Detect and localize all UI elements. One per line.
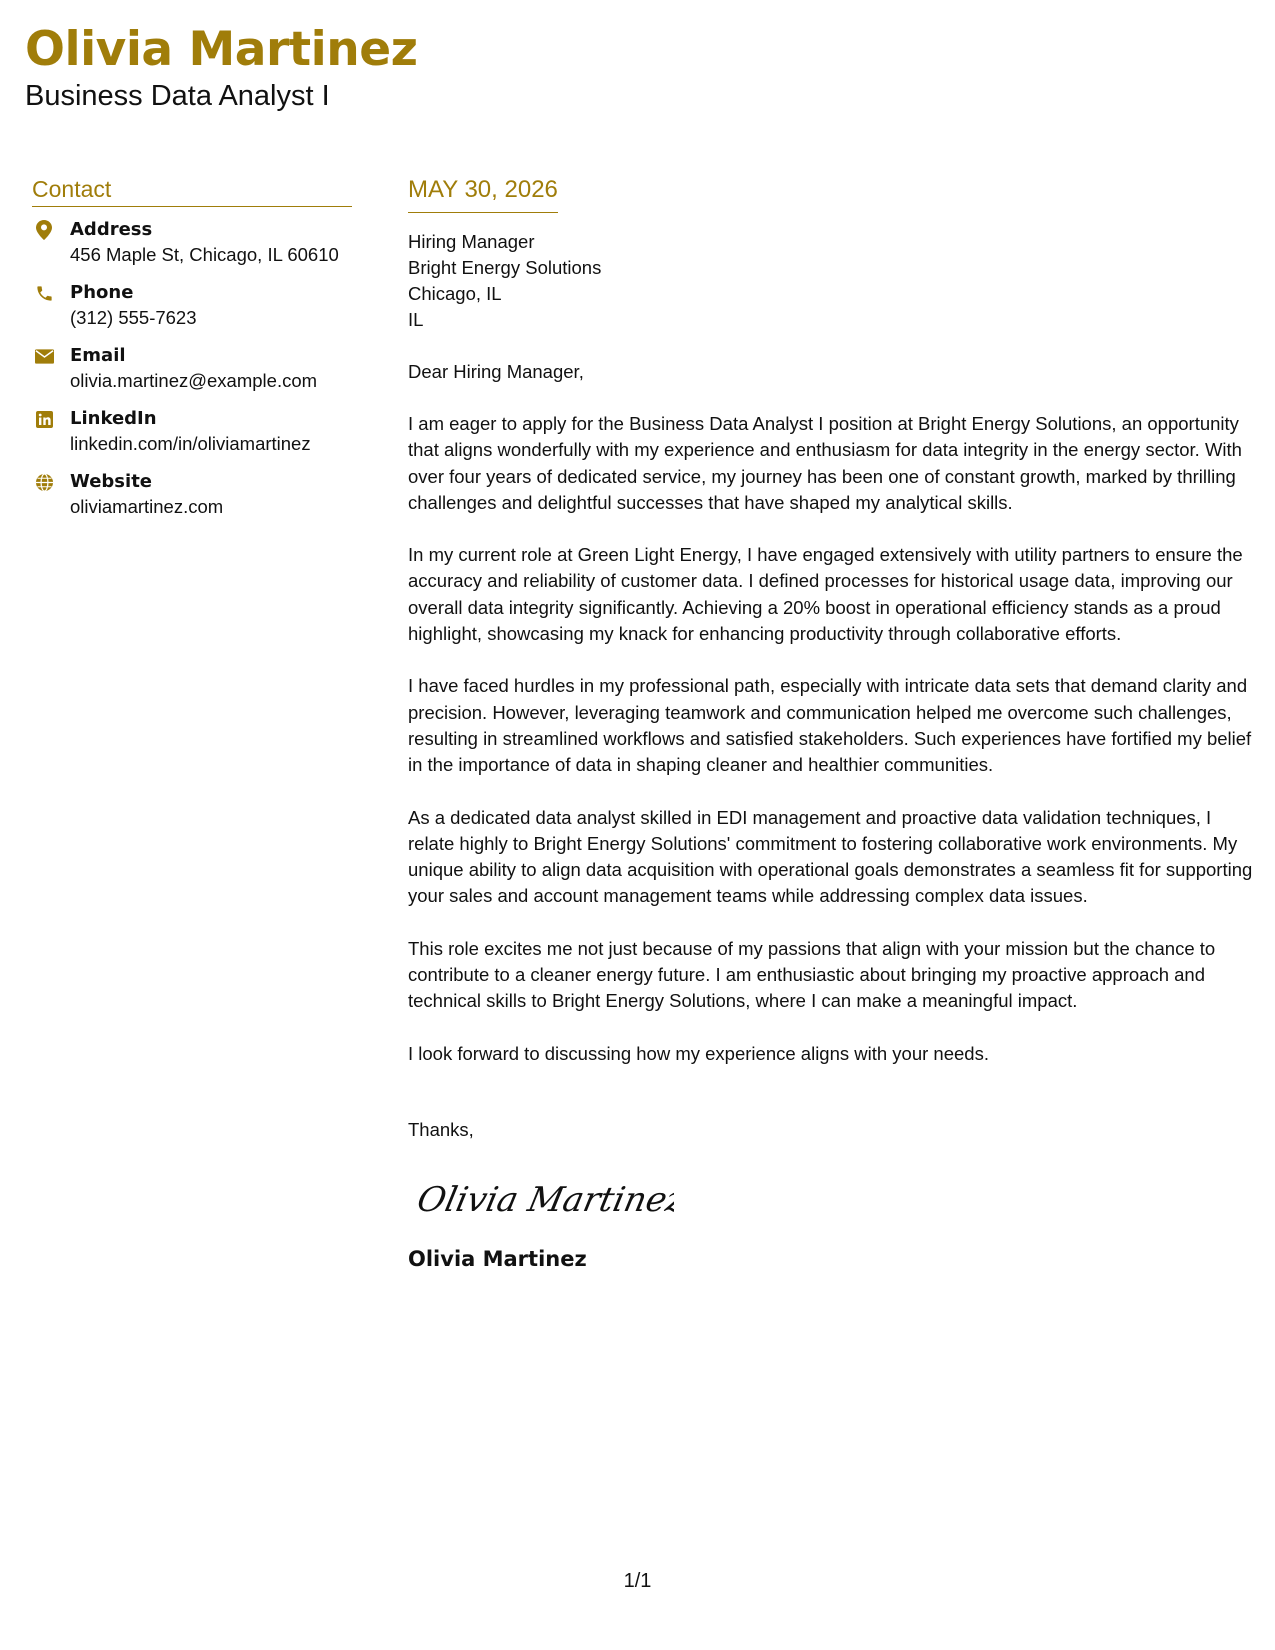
contact-item-website: [32, 470, 352, 533]
contact-sidebar: [32, 175, 352, 533]
letter-paragraph: I have faced hurdles in my professional path, especially with intricate data sets that demand clarity and precision. However, leveraging teamwork and communication helped me overcome such challenges, resulting in streamlined workflows and satisfied stakeholders. Such experiences have fortified my belief in the importance of data in shaping cleaner and healthier communities.: [408, 675, 1252, 776]
linkedin-icon: [34, 409, 54, 429]
contact-value-linkedin: linkedin.com/in/oliviamartinez: [70, 433, 311, 454]
phone-icon: [34, 283, 54, 303]
page-number: 1/1: [623, 1570, 652, 1592]
letter-paragraph: In my current role at Green Light Energy, I have engaged extensively with utility partners to ensure the accuracy and reliability of customer data. I defined processes for historical usage data, improving our overall data integrity significantly. Achieving a 20% boost in operational efficiency stands as a proud highlight, showcasing my knack for enhancing productivity through collaborative efforts.: [408, 544, 1243, 645]
job-title: Business Data Analyst I: [25, 80, 330, 112]
recipient-line: Hiring Manager: [408, 231, 535, 252]
cover-letter-body: [408, 175, 1253, 1273]
contact-section-title: Contact: [32, 175, 352, 207]
recipient-line: IL: [408, 309, 424, 330]
contact-label-email: Email: [70, 345, 126, 366]
contact-item-address: [32, 218, 352, 281]
contact-item-phone: [32, 281, 352, 344]
contact-list: [32, 218, 352, 533]
letter-paragraph: I am eager to apply for the Business Data Analyst I position at Bright Energy Solutions, an opportunity that aligns wonderfully with my experience and enthusiasm for data integrity in the energy sector. With over four years of dedicated service, my journey has been one of constant growth, marked by thrilling challenges and delightful successes that have shaped my analytical skills.: [408, 413, 1242, 513]
contact-value-address: 456 Maple St, Chicago, IL 60610: [70, 244, 339, 265]
contact-value-email: olivia.martinez@example.com: [70, 370, 318, 391]
letter-paragraph: I look forward to discussing how my experience aligns with your needs.: [408, 1042, 989, 1064]
contact-label-address: Address: [70, 219, 153, 240]
contact-label-phone: Phone: [70, 282, 134, 303]
contact-label-linkedin: LinkedIn: [70, 408, 157, 429]
resume-header: [25, 22, 417, 114]
handwritten-signature: [414, 1171, 674, 1227]
contact-item-email: [32, 344, 352, 407]
recipient-line: Chicago, IL: [408, 283, 502, 304]
recipient-line: Bright Energy Solutions: [408, 257, 602, 278]
contact-label-website: Website: [70, 471, 153, 492]
contact-value-phone: (312) 555-7623: [70, 307, 197, 328]
signed-name: Olivia Martinez: [408, 1246, 587, 1271]
svg-text:Olivia Martinez: Olivia Martinez: [414, 1180, 674, 1220]
globe-icon: [34, 472, 54, 492]
map-pin-icon: [34, 220, 54, 240]
closing: Thanks,: [408, 1118, 474, 1140]
contact-item-linkedin: [32, 407, 352, 470]
contact-value-website: oliviamartinez.com: [70, 496, 224, 517]
recipient-block: [408, 229, 1253, 333]
envelope-icon: [34, 346, 54, 366]
letter-date: MAY 30, 2026: [408, 175, 558, 213]
applicant-name: Olivia Martinez: [25, 22, 418, 77]
letter-paragraph: This role excites me not just because of my passions that align with your mission but the chance to contribute to a cleaner energy future. I am enthusiastic about bringing my proactive approach and technical skills to Bright Energy Solutions, where I can make a meaningful impact.: [408, 937, 1216, 1012]
salutation: Dear Hiring Manager,: [408, 361, 584, 382]
letter-paragraph: As a dedicated data analyst skilled in EDI management and proactive data validation techniques, I relate highly to Bright Energy Solutions' commitment to fostering collaborative work environments. My unique ability to align data acquisition with operational goals demonstrates a seamless fit for supporting your sales and account management teams while addressing complex data issues.: [408, 806, 1253, 907]
